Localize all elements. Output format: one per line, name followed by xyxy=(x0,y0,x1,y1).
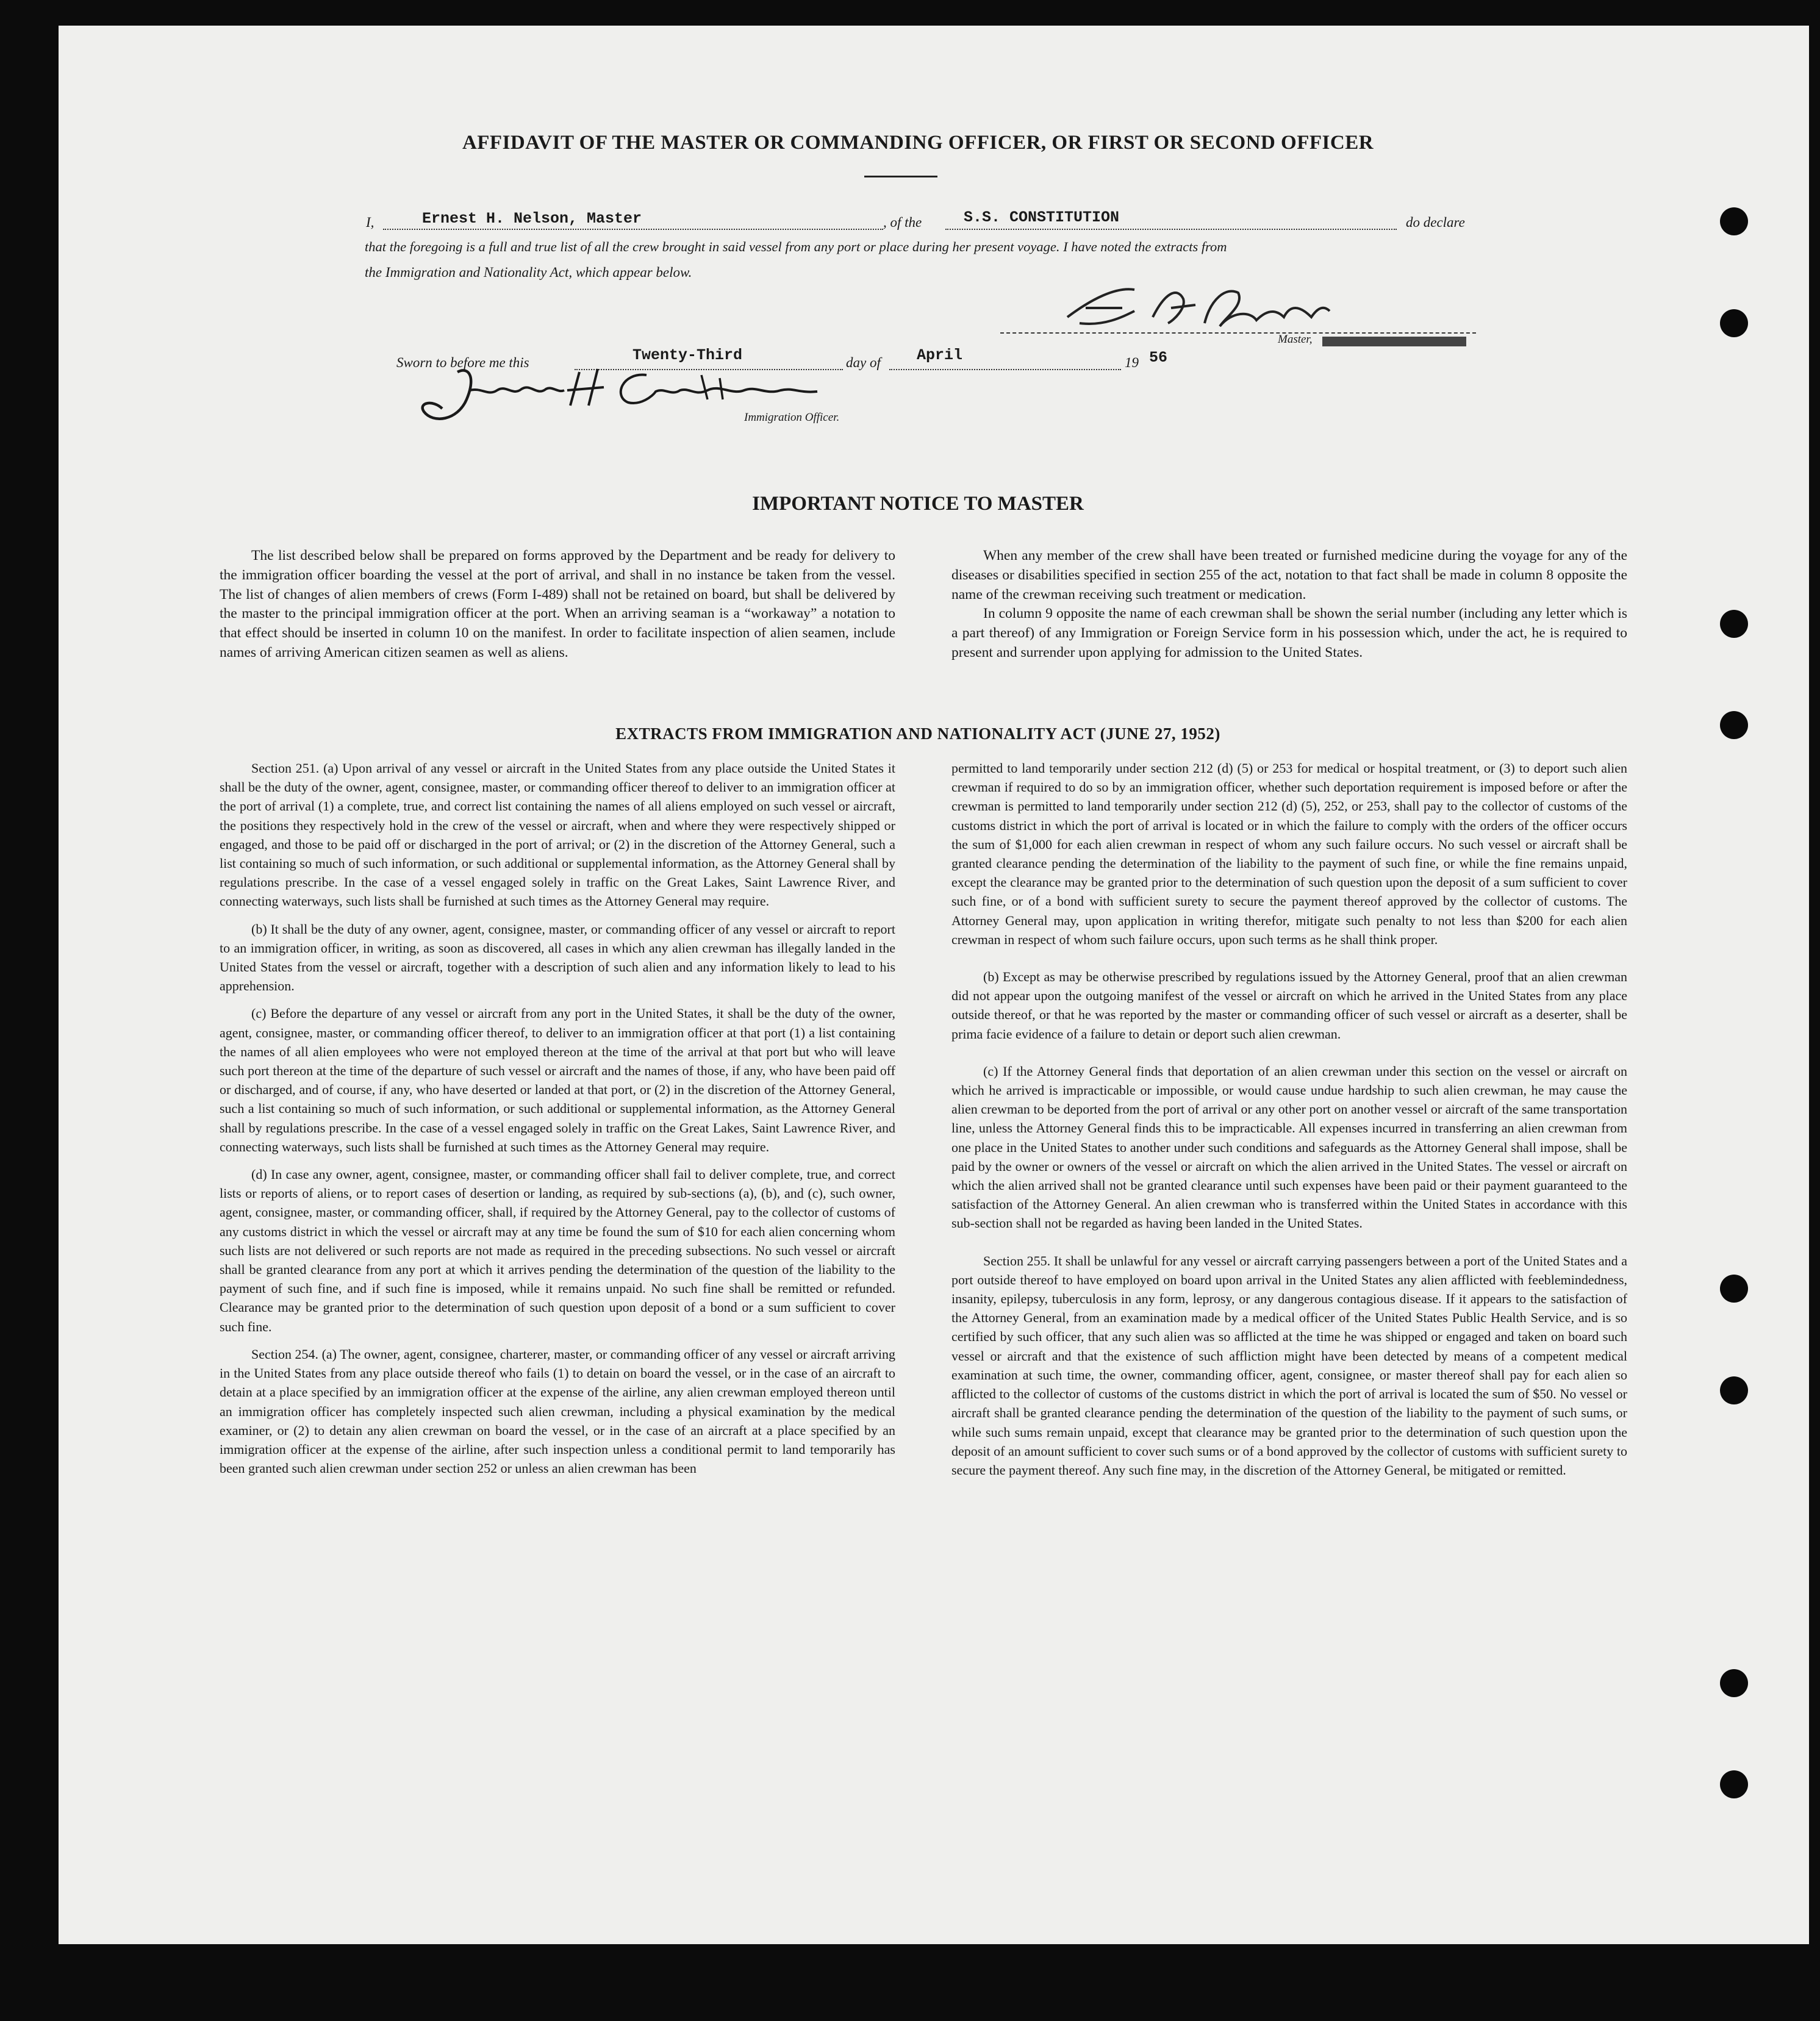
section-251-b: (b) It shall be the duty of any owner, agent, consignee, master, or commanding officer of any vessel or aircraft to report to an immigration officer, in writing, as soon as discovered, all cases in which any alien crewman has illegally landed in the United States from the vessel or aircraft, together with a description of such alien and any information likely to lead to his apprehension. xyxy=(220,921,895,994)
name-line xyxy=(383,229,883,230)
binder-hole xyxy=(1720,1770,1748,1798)
section-254-a: Section 254. (a) The owner, agent, consignee, charterer, master, or commanding officer of any vessel or aircraft arriving in the United States from any place outside thereof who fails (1) to detain on board the vessel, or in the case of an aircraft to detain at a place specified by an immigration officer at the expense of the airline, any alien crewman employed thereon until an immigration officer has completely inspected such alien crewman, including a physical examination by the medical examiner, or (2) to detain any alien crewman on board the vessel, or in the case of an aircraft at a place specified by an immigration officer at the expense of the airline, after such inspection unless a conditional permit to land temporarily has been granted such alien crewman under section 252 or unless an alien crewman has been xyxy=(220,1346,895,1476)
vessel-line xyxy=(945,229,1397,230)
sworn-month: April xyxy=(917,346,963,364)
binder-hole xyxy=(1720,207,1748,235)
notice-right-paragraph-2: In column 9 opposite the name of each crewman shall be shown the serial number (including any letter which is a part thereof) of any Immigration or Foreign Service form in his possession which, under the act, he is required to present and surrender upon applying for admission to the United States. xyxy=(951,606,1627,660)
master-signature-line xyxy=(1000,332,1476,334)
year-prefix: 19 xyxy=(1125,355,1139,370)
binder-hole xyxy=(1720,309,1748,337)
declaration-prefix: I, xyxy=(366,215,374,230)
master-signature xyxy=(1043,274,1336,342)
declaration-line-3: the Immigration and Nationality Act, which appear below. xyxy=(365,265,692,280)
section-254-a-continued: permitted to land temporarily under section 212 (d) (5) or 253 for medical or hospital treatment, or (3) to deport such alien crewman if required to do so by an immigration officer, whether such deportation requirement is imposed before or after the crewman is permitted to land temporarily under section 212 (d) (5), 252, or 253, shall pay to the collector of customs of the customs district in which the port of arrival is located or in which the failure to comply with the orders of the officer occurs the sum of $1,000 for each alien crewman in respect of whom any such failure occurs. No such vessel or aircraft shall be granted clearance pending the determination of the liability to the payment of such fine, or while the fine remains unpaid, except the clearance may be granted prior to the determination of such question upon the deposit of a sum sufficient to cover such fine, or of a bond with sufficient surety to secure the payment thereof approved by the collector of customs. The Attorney General may, upon application in writing therefor, mitigate such penalty to not less than $200 for each alien crewman in respect of whom such failure occurs, upon such terms as he shall think proper. xyxy=(951,760,1627,947)
extracts-right-column xyxy=(951,759,1627,1488)
sworn-prefix: Sworn to before me this xyxy=(396,355,529,370)
affidavit-title: AFFIDAVIT OF THE MASTER OR COMMANDING OFFICER, OR FIRST OR SECOND OFFICER xyxy=(462,132,1374,154)
notice-left-column xyxy=(220,546,895,663)
section-251-d: (d) In case any owner, agent, consignee, master, or commanding officer shall fail to deliver complete, true, and correct lists or reports of aliens, or to report cases of desertion or landing, as required by sub-sections (a), (b), and (c), such owner, agent, consignee, master, or commanding officer, shall, if required by the Attorney General, pay to the collector of customs of any customs district in which the vessel or aircraft may at any time be found the sum of $10 for each alien concerning whom such lists are not delivered or such reports are not made as required in the preceding subsections. No such vessel or aircraft shall be granted clearance from any port at which it arrives pending the determination of the question of the liability to the payment of such fine, and if such fine is imposed, while it remains unpaid. No such fine shall be remitted or refunded. Clearance may be granted prior to the determination of such question upon deposit of a bond or a sum sufficient to cover such fine. xyxy=(220,1167,895,1334)
section-254-c: (c) If the Attorney General finds that deportation of an alien crewman under this section on the vessel or aircraft on which he arrived is impracticable or impossible, or would cause undue hardship to such alien crewman, he may cause the alien crewman to be deported from the port of arrival or any other port on another vessel or aircraft of the same transportation line, unless the Attorney General finds this to be impracticable. All expenses incurred in transferring an alien crewman from one place in the United States to another under such conditions and safeguards as the Attorney General shall impose, shall be paid by the owner or owners of the vessel or aircraft on which the alien arrived in the United States. The vessel or aircraft on which the alien arrived shall not be granted clearance until such expenses have been paid or their payment guaranteed to the satisfaction of the Attorney General. An alien crewman who is transferred within the United States in accordance with this sub-section shall not be regarded as having been landed in the United States. xyxy=(951,1063,1627,1231)
do-declare-label: do declare xyxy=(1406,215,1465,230)
section-255: Section 255. It shall be unlawful for any vessel or aircraft carrying passengers between a port of the United States and a port outside thereof to have employed on board upon arrival in the United States any alien afflicted with feeblemindedness, insanity, epilepsy, tuberculosis in any form, leprosy, or any dangerous contagious disease. If it appears to the satisfaction of the Attorney General, from an examination made by a medical officer of the United States Public Health Service, and is so certified by such officer, that any such alien was so afflicted at the time he was shipped or engaged and taken on board such vessel or aircraft and that the existence of such affliction might have been detected by means of a competent medical examination at such time, the owner, commanding officer, agent, consignee, or master thereof shall pay for each alien so afflicted to the collector of customs of the customs district in which the port of arrival is located the sum of $50. No vessel or aircraft shall be granted clearance pending the determination of the question of the liability to the payment of such sums, or while such sums remain unpaid, except that clearance may be granted prior to the determination of such question upon the deposit of an amount sufficient to cover such sums or of a bond approved by the collector of customs with sufficient surety to secure the payment thereof. Any such fine may, in the discretion of the Attorney General, be mitigated or remitted. xyxy=(951,1253,1627,1478)
immigration-officer-label: Immigration Officer. xyxy=(744,411,840,424)
extracts-title: EXTRACTS FROM IMMIGRATION AND NATIONALITY ACT (JUNE 27, 1952) xyxy=(615,724,1220,743)
master-label: Master, xyxy=(1278,333,1313,346)
extracts-left-column xyxy=(220,759,895,1486)
notice-title: IMPORTANT NOTICE TO MASTER xyxy=(752,493,1084,515)
title-rule xyxy=(864,176,937,177)
month-line xyxy=(889,369,1121,370)
declaration-line-2: that the foregoing is a full and true list of all the crew brought in said vessel from any port or place during her present voyage. I have noted the extracts from xyxy=(365,239,1227,254)
binder-hole xyxy=(1720,1275,1748,1303)
of-the-label: , of the xyxy=(883,215,922,230)
notice-right-column xyxy=(951,546,1627,663)
vessel-name: S.S. CONSTITUTION xyxy=(964,209,1120,226)
notice-right-paragraph-1: When any member of the crew shall have been treated or furnished medicine during the voyage for any of the diseases or disabilities specified in section 255 of the act, notation to that fact shall be made in column 8 opposite the name of the crewman receiving such treatment or medication. xyxy=(951,548,1627,603)
section-251-a: Section 251. (a) Upon arrival of any vessel or aircraft in the United States from any place outside the United States it shall be the duty of the owner, agent, consignee, master, or commanding officer thereof to deliver to an immigration officer at the port of arrival (1) a complete, true, and correct list containing the names of all aliens employed on such vessel or aircraft, the positions they respectively hold in the crew of the vessel or aircraft, when and where they were respectively shipped or engaged, and those to be paid off or discharged in the port of arrival; or (2) in the discretion of the Attorney General, such a list containing so much of such information, or such additional or supplemental information, as the Attorney General shall by regulations prescribe. In the case of a vessel engaged solely in traffic on the Great Lakes, Saint Lawrence River, and connecting waterways, such lists shall be furnished at such times as the Attorney General may require. xyxy=(220,760,895,909)
section-254-b: (b) Except as may be otherwise prescribed by regulations issued by the Attorney General, proof that an alien crewman did not appear upon the outgoing manifest of the vessel or aircraft on which he arrived in the United States from any place outside thereof, or that he was reported by the master or commanding officer of such vessel or aircraft as a deserter, shall be prima facie evidence of a failure to detain or deport such alien crewman. xyxy=(951,969,1627,1042)
notice-left-paragraph: The list described below shall be prepared on forms approved by the Department and be ready for delivery to the immigration officer boarding the vessel at the port of arrival, and shall in no instance be taken from the vessel. The list of changes of alien members of crews (Form I-489) shall not be retained on board, but shall be delivered by the master to the principal immigration officer at the port. When an arriving seaman is a “workaway” a notation to that effect should be inserted in column 10 on the manifest. In order to facilitate inspection of alien seamen, include names of arriving American citizen seamen as well as aliens. xyxy=(220,548,895,660)
binder-hole xyxy=(1720,1376,1748,1404)
sworn-year: 56 xyxy=(1149,349,1168,367)
section-251-c: (c) Before the departure of any vessel or aircraft from any port in the United States, it shall be the duty of the owner, agent, consignee, master, or commanding officer thereof, to deliver to an immigration officer at that port (1) a list containing the names of all alien employees who were not employed thereon at the time of the arrival at that port but who will leave such port thereon at the time of the departure of such vessel or aircraft and the names of those, if any, who have been paid off or discharged, and of course, if any, who have deserted or landed at that port, or (2) in the discretion of the Attorney General, such a list containing so much of such information, or such additional or supplemental information, as the Attorney General shall by regulations prescribe. In the case of a vessel engaged solely in traffic on the Great Lakes, Saint Lawrence River, and connecting waterways, such lists shall be furnished at such times as the Attorney General may require. xyxy=(220,1006,895,1154)
struck-out-officer-title xyxy=(1322,337,1466,346)
binder-hole xyxy=(1720,1669,1748,1697)
day-of-label: day of xyxy=(846,355,881,370)
binder-hole xyxy=(1720,610,1748,638)
sworn-day: Twenty-Third xyxy=(632,346,743,364)
master-name: Ernest H. Nelson, Master xyxy=(422,210,642,227)
